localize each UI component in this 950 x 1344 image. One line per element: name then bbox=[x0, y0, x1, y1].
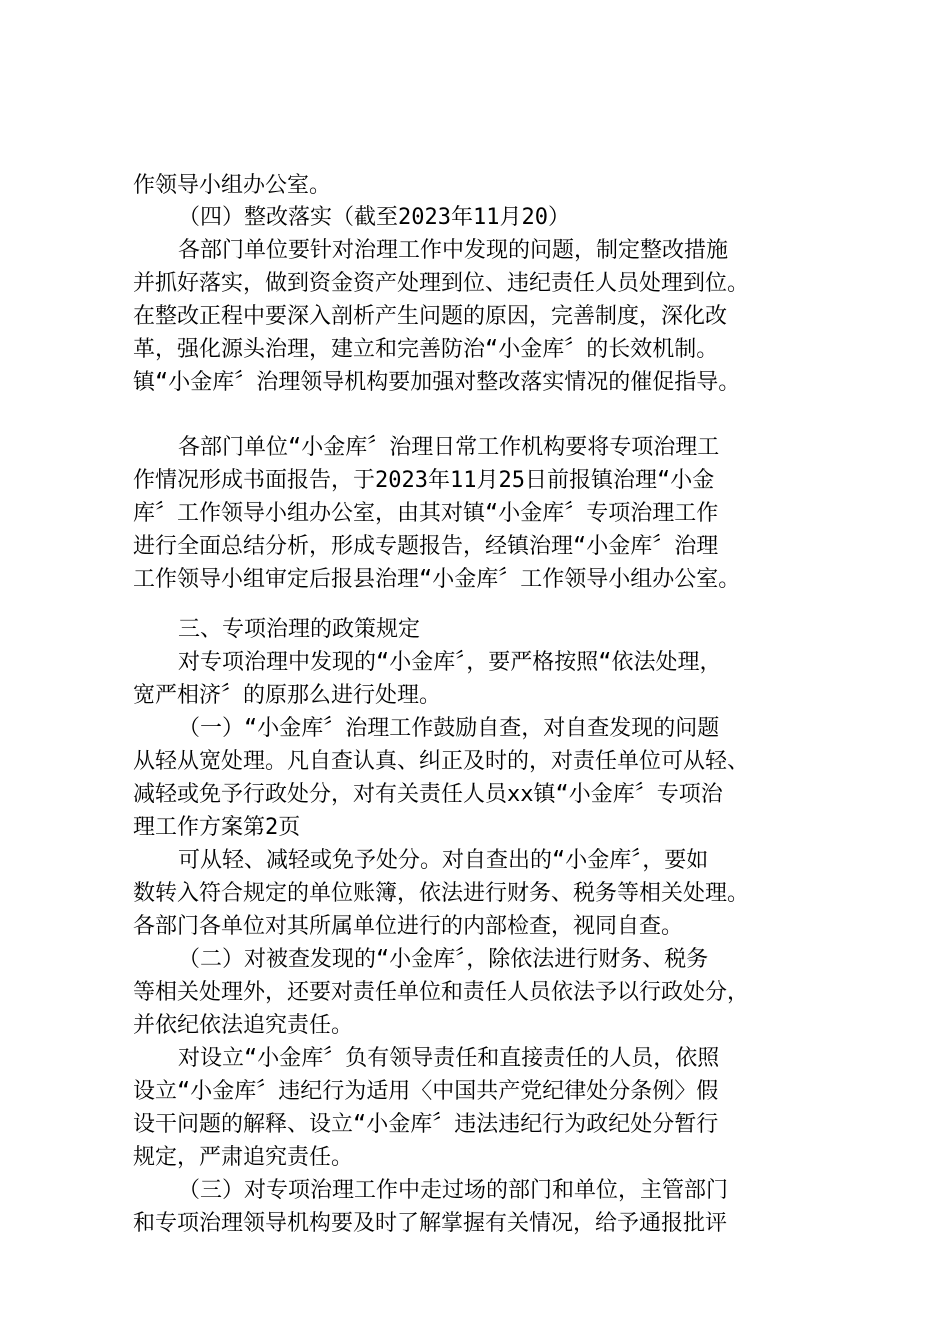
body-line: 工作领导小组审定后报县治理“小金库〞工作领导小组办公室。 bbox=[133, 567, 741, 592]
body-line: 和专项治理领导机构要及时了解掌握有关情况，给予通报批评 bbox=[133, 1211, 728, 1236]
body-line: 等相关处理外，还要对责任单位和责任人员依法予以行政处分， bbox=[133, 980, 750, 1005]
body-line: 从轻从宽处理。凡自查认真、纠正及时的，对责任单位可从轻、 bbox=[133, 749, 750, 774]
body-line: （一）“小金库〞治理工作鼓励自查，对自查发现的问题 bbox=[178, 716, 720, 741]
body-line: 革，强化源头治理，建立和完善防治“小金库〞的长效机制。 bbox=[133, 337, 719, 362]
body-line: 并依纪依法追究责任。 bbox=[133, 1013, 354, 1038]
body-line: 设干问题的解释、设立“小金库〞违法违纪行为政纪处分暂行 bbox=[133, 1112, 719, 1137]
body-line: 并抓好落实，做到资金资产处理到位、违纪责任人员处理到位。 bbox=[133, 271, 750, 296]
body-line: 进行全面总结分析，形成专题报告，经镇治理“小金库〞治理 bbox=[133, 534, 719, 559]
body-line: 可从轻、减轻或免予处分。对自查出的“小金库〞，要如 bbox=[178, 848, 709, 873]
body-line: 各部门各单位对其所属单位进行的内部检查，视同自查。 bbox=[133, 914, 684, 939]
body-line: 库〞工作领导小组办公室，由其对镇“小金库〞专项治理工作 bbox=[133, 501, 719, 526]
body-line: 宽严相济〞的原那么进行处理。 bbox=[133, 683, 442, 708]
body-line: 对设立“小金库〞负有领导责任和直接责任的人员，依照 bbox=[178, 1046, 720, 1071]
body-line: 各部门单位“小金库〞治理日常工作机构要将专项治理工 bbox=[178, 435, 720, 460]
body-line: 对专项治理中发现的“小金库〞，要严格按照“依法处理， bbox=[178, 650, 722, 675]
body-line: 设立“小金库〞违纪行为适用〈中国共产党纪律处分条例〉假 bbox=[133, 1079, 719, 1104]
body-line: （二）对被查发现的“小金库〞，除依法进行财务、税务 bbox=[178, 947, 709, 972]
body-line: 在整改正程中要深入剖析产生问题的原因，完善制度，深化改 bbox=[133, 304, 728, 329]
body-line: 各部门单位要针对治理工作中发现的问题，制定整改措施 bbox=[178, 238, 729, 263]
body-line: 镇“小金库〞治理领导机构要加强对整改落实情况的催促指导。 bbox=[133, 370, 741, 395]
body-line: 理工作方案第2页 bbox=[133, 815, 301, 840]
body-line: （三）对专项治理工作中走过场的部门和单位，主管部门 bbox=[178, 1178, 729, 1203]
body-line: 作领导小组办公室。 bbox=[133, 173, 332, 198]
body-line: 作情况形成书面报告，于2023年11月25日前报镇治理“小金 bbox=[133, 468, 715, 493]
body-line: 减轻或免予行政处分，对有关责任人员xx镇“小金库〞专项治 bbox=[133, 782, 723, 807]
body-line: 数转入符合规定的单位账簿，依法进行财务、税务等相关处理。 bbox=[133, 881, 750, 906]
section-heading: 三、专项治理的政策规定 bbox=[178, 617, 421, 642]
body-line: 规定，严肃追究责任。 bbox=[133, 1145, 354, 1170]
section-heading: （四）整改落实（截至2023年11月20） bbox=[178, 205, 570, 230]
